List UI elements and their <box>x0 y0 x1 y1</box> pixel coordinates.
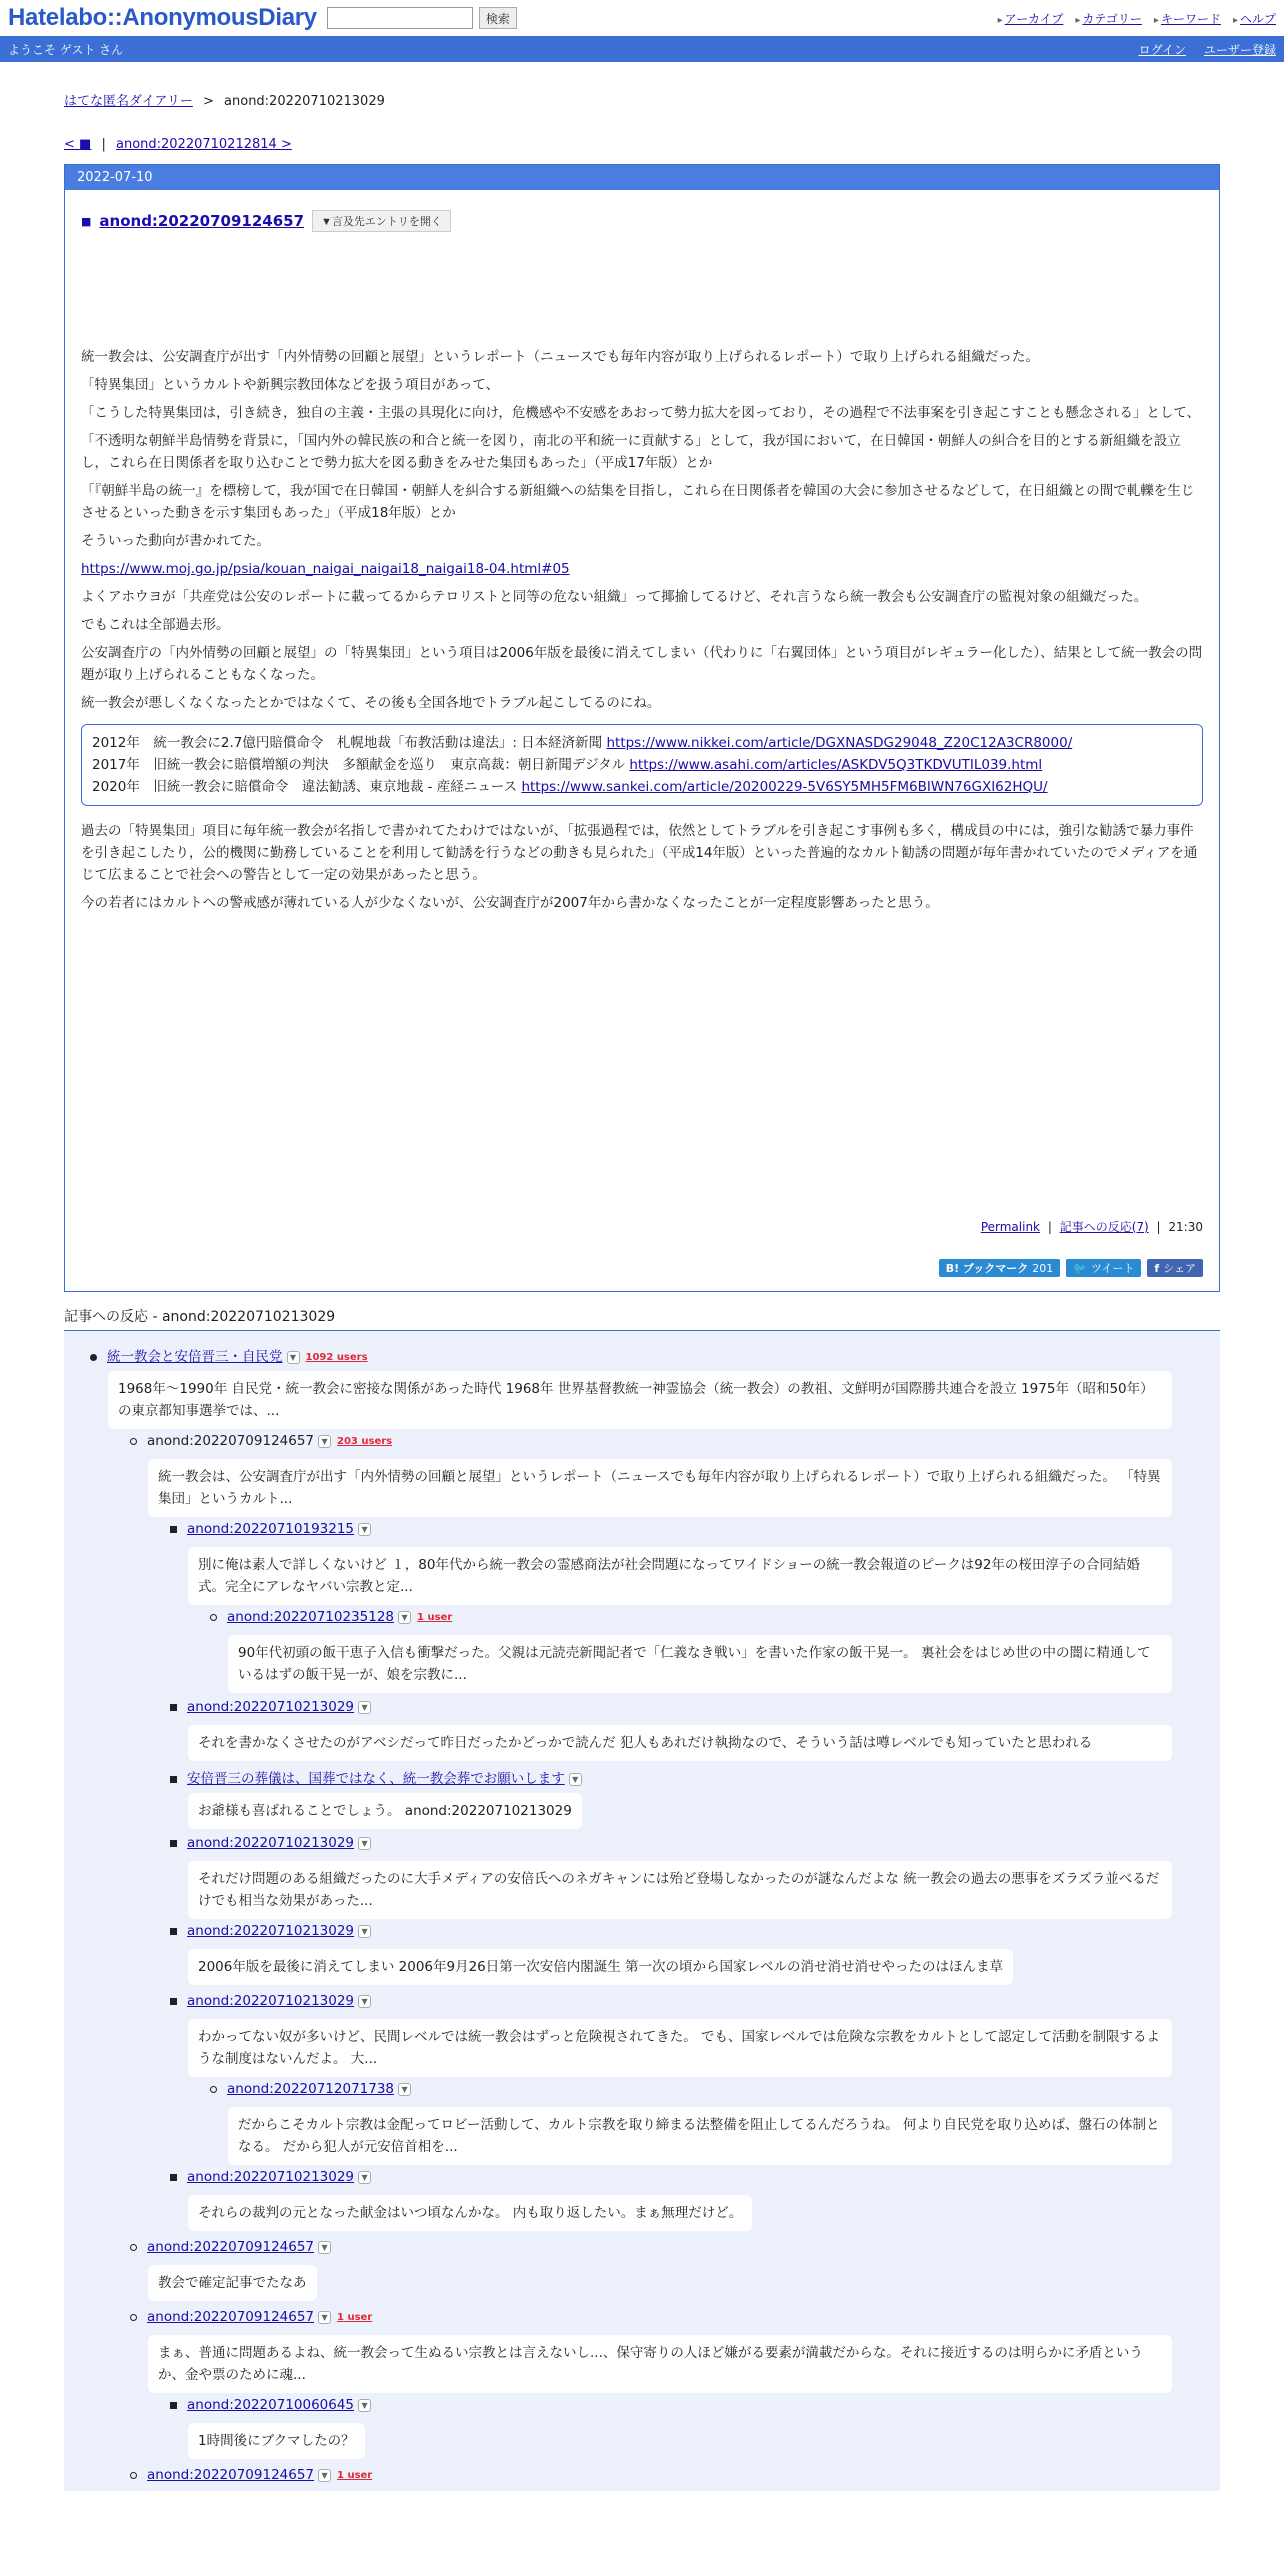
entry-paragraph: 今の若者にはカルトへの警戒感が薄れている人が少なくないが、公安調査庁が2007年から書かなくなったことが一定程度影響あったと思う。 <box>81 895 939 911</box>
chevron-down-icon[interactable]: ▼ <box>318 2311 331 2324</box>
reaction-item <box>170 1923 371 1939</box>
reaction-title-link[interactable]: anond:20220710213029 <box>187 1923 355 1939</box>
reaction-title-link[interactable]: anond:20220710060645 <box>187 2397 355 2413</box>
entry-paragraph: 「こうした特異集団は，引き続き，独自の主義・主張の具現化に向け，危機感や不安感をあおって勢力拡大を図っており，その過程で不法事案を引き起こすことも懸念される」として、 <box>81 405 1201 421</box>
reaction-excerpt: それだけ問題のある組織だったのに大手メディアの安倍氏へのネガキャンには殆ど登場しなかったのが謎なんだよな 統一教会の過去の悪事をズラズラ並べるだけでも相当な効果があった... <box>188 1861 1172 1919</box>
entry-paragraph: 過去の「特異集団」項目に毎年統一教会が名指しで書かれてたわけではないが、「拡張過程では，依然としてトラブルを引き起こす事例も多く，構成員の中には，強引な勧誘で暴力事件を引き起こしたり，公的機関に勤務していることを利用して勧誘を行うなどの動きも見られた」（平成14年版）といった普遍的なカルト勧誘の問題が毎年書かれていたのでメディアを通じて広まることで社会への警告として一定の効果があったと思う。 <box>81 823 1198 883</box>
reaction-excerpt: 1時間後にブクマしたの？ <box>188 2423 365 2459</box>
bookmark-users-badge[interactable]: 1 user <box>337 2311 373 2323</box>
facebook-share-button[interactable]: f シェア <box>1147 1259 1203 1277</box>
chevron-down-icon[interactable]: ▼ <box>318 2469 331 2482</box>
reaction-item <box>90 1345 368 1365</box>
welcome-text: ようこそ ゲスト さん <box>8 42 124 57</box>
breadcrumb-current: anond:20220710213029 <box>224 94 385 109</box>
reaction-excerpt: 統一教会は、公安調査庁が出す「内外情勢の回顧と展望」というレポート（ニュースでも毎年内容が取り上げられるレポート）で取り上げられる組織だった。 「特異集団」というカルト... <box>148 1459 1172 1517</box>
share-buttons <box>81 1259 1203 1277</box>
entry-title-link[interactable]: anond:20220709124657 <box>99 212 305 230</box>
reaction-excerpt: お爺様も喜ばれることでしょう。 anond:20220710213029 <box>188 1793 582 1829</box>
chevron-down-icon[interactable]: ▼ <box>358 1701 371 1714</box>
reaction-title-link[interactable]: anond:20220709124657 <box>147 2467 315 2483</box>
entry-paragraph: 統一教会が悪しくなくなったとかではなくて、その後も全国各地でトラブル起こしてるのにね。 <box>81 695 661 711</box>
nav-help-link[interactable]: ヘルプ <box>1239 11 1276 26</box>
chevron-down-icon[interactable]: ▼ <box>398 1611 411 1624</box>
arrow-icon: ▸ <box>1153 14 1159 26</box>
site-logo[interactable]: Hatelabo::AnonymousDiary <box>8 4 317 31</box>
arrow-icon: ▸ <box>1232 14 1238 26</box>
breadcrumb-sep: > <box>202 94 214 109</box>
chevron-down-icon[interactable]: ▼ <box>358 1995 371 2008</box>
entry-time: 21:30 <box>1168 1220 1203 1234</box>
bookmark-users-badge[interactable]: 1 user <box>417 1611 453 1623</box>
quote-text: 2017年 旧統一教会に賠償増額の判決 多額献金を巡り 東京高裁：朝日新聞デジタル <box>92 757 630 773</box>
bookmark-users-badge[interactable]: 203 users <box>337 1435 393 1447</box>
reaction-item <box>170 1835 371 1851</box>
breadcrumb <box>64 90 1220 109</box>
reaction-item <box>210 2081 411 2097</box>
reaction-excerpt: それらの裁判の元となった献金はいつ頃なんかな。 内も取り返したい。まぁ無理だけど。 <box>188 2195 752 2231</box>
next-entry-link[interactable]: anond:20220710212814 > <box>115 137 292 152</box>
reaction-item <box>170 2169 371 2185</box>
reactions-link[interactable]: 記事への反応(7) <box>1059 1220 1149 1234</box>
asahi-link[interactable]: https://www.asahi.com/articles/ASKDV5Q3TKDVUTIL039.html <box>629 757 1043 773</box>
chevron-down-icon[interactable]: ▼ <box>318 2241 331 2254</box>
moj-link[interactable]: https://www.moj.go.jp/psia/kouan_naigai_naigai18_naigai18-04.html#05 <box>81 561 570 577</box>
reaction-item <box>170 2397 371 2413</box>
entry-paragraph: でもこれは全部過去形。 <box>81 617 230 633</box>
reaction-item <box>170 1993 371 2009</box>
entry-body-continued <box>81 820 1203 914</box>
sankei-link[interactable]: https://www.sankei.com/article/20200229-5V6SY5MH5FM6BIWN76GXI62HQU/ <box>521 779 1048 795</box>
main-content <box>0 90 1284 1331</box>
entry-body <box>81 346 1203 714</box>
user-bar <box>0 36 1284 62</box>
reaction-title-link[interactable]: anond:20220710193215 <box>187 1521 355 1537</box>
reaction-excerpt: わかってない奴が多いけど、民間レベルでは統一教会はずっと危険視されてきた。 でも、国家レベルでは危険な宗教をカルトとして認定して活動を制限するような制度はないんだよ。 大... <box>188 2019 1172 2077</box>
chevron-down-icon[interactable]: ▼ <box>358 1925 371 1938</box>
bookmark-button[interactable]: B! ブックマーク 201 <box>939 1259 1060 1277</box>
nav-category-link[interactable]: カテゴリー <box>1082 11 1142 26</box>
permalink-link[interactable]: Permalink <box>980 1220 1040 1234</box>
facebook-icon: f <box>1154 1261 1160 1275</box>
bookmark-users-badge[interactable]: 1 user <box>337 2469 373 2481</box>
reaction-excerpt: 90年代初頭の飯干恵子入信も衝撃だった。父親は元読売新聞記者で「仁義なき戦い」を書いた作家の飯干晃一。 裏社会をはじめ世の中の闇に精通しているはずの飯干晃一が、娘を宗教に... <box>228 1635 1172 1693</box>
reaction-title-link[interactable]: anond:20220710213029 <box>187 1993 355 2009</box>
reaction-title-link[interactable]: anond:20220710213029 <box>187 2169 355 2185</box>
bookmark-users-badge[interactable]: 1092 users <box>305 1351 368 1363</box>
entry-paragraph: 統一教会は、公安調査庁が出す「内外情勢の回顧と展望」というレポート（ニュースでも毎年内容が取り上げられるレポート）で取り上げられる組織だった。 <box>81 349 1039 365</box>
reaction-item <box>170 1699 371 1715</box>
reaction-title-link[interactable]: 統一教会と安倍晋三・自民党 <box>107 1349 283 1365</box>
chevron-down-icon[interactable]: ▼ <box>318 1435 331 1448</box>
chevron-down-icon[interactable]: ▼ <box>358 1837 371 1850</box>
prev-entry-link[interactable]: < ■ <box>64 137 92 152</box>
reaction-title: anond:20220709124657 <box>147 1433 315 1449</box>
entry-paragraph: 「『朝鮮半島の統一』を標榜して，我が国で在日韓国・朝鮮人を糾合する新組織への結集を目指し，これら在日関係者を韓国の大会に参加させるなどして，在日組織との間で軋轢を生じさせるといった動きを示す集団もあった」（平成18年版）とか <box>81 483 1195 521</box>
reactions-tree <box>64 1331 1220 2491</box>
tweet-button[interactable]: 🐦 ツイート <box>1066 1259 1141 1277</box>
reaction-excerpt: 1968年～1990年 自民党・統一教会に密接な関係があった時代 1968年 世界基督教統一神霊協会（統一教会）の教祖、文鮮明が国際勝共連合を設立 1975年（昭和50年）の東京都知事選挙では、... <box>108 1371 1172 1429</box>
login-link[interactable]: ログイン <box>1138 42 1186 57</box>
reaction-item <box>130 2467 372 2483</box>
reaction-excerpt: それを書かなくさせたのがアベシだって昨日だったかどっかで読んだ 犯人もあれだけ執拗なので、そういう話は噂レベルでも知っていたと思われる <box>188 1725 1172 1761</box>
bookmark-count: 201 <box>1032 1261 1054 1275</box>
reaction-title-link[interactable]: anond:20220710213029 <box>187 1699 355 1715</box>
reaction-item <box>170 1521 371 1537</box>
chevron-down-icon[interactable]: ▼ <box>358 1523 371 1536</box>
entry-paragraph: そういった動向が書かれてた。 <box>81 533 270 549</box>
reaction-title-link[interactable]: 安倍晋三の葬儀は、国葬ではなく、統一教会葬でお願いします <box>187 1771 565 1787</box>
reactions-heading: 記事への反応 - anond:20220710213029 <box>64 1306 1220 1331</box>
nav-keyword-link[interactable]: キーワード <box>1160 11 1221 26</box>
quote-text: 2012年 統一教会に2.7億円賠償命令 札幌地裁「布教活動は違法」: 日本経済新聞 <box>92 735 607 751</box>
reaction-excerpt: 教会で確定記事でたなあ <box>148 2265 317 2301</box>
search-button[interactable]: 検索 <box>479 7 517 29</box>
quote-block <box>81 724 1203 806</box>
entry-paragraph: 「不透明な朝鮮半島情勢を背景に，「国内外の韓民族の和合と統一を図り，南北の平和統一に貢献する」として，我が国において，在日韓国・朝鮮人の糾合を目的とする新組織を設立し，これら在日関係者を取り込むことで勢力拡大を図る動きをみせた集団もあった」（平成17年版）とか <box>81 433 1181 471</box>
arrow-icon: ▸ <box>1075 14 1081 26</box>
square-icon: ■ <box>81 214 92 228</box>
prev-next-nav: < ■ | anond:20220710212814 > <box>64 137 292 152</box>
search-input[interactable] <box>327 7 473 29</box>
reaction-excerpt: だからこそカルト宗教は金配ってロビー活動して、カルト宗教を取り締まる法整備を阻止してるんだろうね。 何より自民党を取り込めば、盤石の体制となる。 だから犯人が元安倍首相を... <box>228 2107 1172 2165</box>
entry-footer: Permalink | 記事への反応(7) | 21:30 <box>980 1220 1203 1234</box>
twitter-icon: 🐦 <box>1073 1261 1087 1275</box>
top-header <box>0 0 1284 36</box>
chevron-down-icon[interactable]: ▼ <box>358 2399 371 2412</box>
reaction-item <box>210 1609 452 1625</box>
reaction-excerpt: まぁ、普通に問題あるよね、統一教会って生ぬるい宗教とは言えないし...、保守寄りの人ほど嫌がる要素が満載だからな。それに接近するのは明らかに矛盾というか、金や票のために魂... <box>148 2335 1172 2393</box>
reaction-title-link[interactable]: anond:20220710213029 <box>187 1835 355 1851</box>
entry-paragraph: 公安調査庁の「内外情勢の回顧と展望」の「特異集団」という項目は2006年版を最後に消えてしまい（代わりに「右翼団体」という項目がレギュラー化した）、結果として統一教会の問題が取り上げられることもなくなった。 <box>81 645 1203 683</box>
chevron-down-icon[interactable]: ▼ <box>287 1351 300 1364</box>
top-nav <box>998 10 1276 27</box>
breadcrumb-home-link[interactable]: はてな匿名ダイアリー <box>64 94 193 109</box>
quote-text: 2020年 旧統一教会に賠償命令 違法勧誘、東京地裁 - 産経ニュース <box>92 779 522 795</box>
day-section <box>64 164 1220 1292</box>
reaction-excerpt: 別に俺は素人で詳しくないけど １，80年代から統一教会の霊感商法が社会問題になってワイドショーの統一教会報道のピークは92年の桜田淳子の合同結婚式。完全にアレなヤバい宗教と定... <box>188 1547 1172 1605</box>
day-date: 2022-07-10 <box>65 165 1219 190</box>
entry-paragraph: 「特異集団」というカルトや新興宗教団体などを扱う項目があって、 <box>81 377 500 393</box>
arrow-icon: ▸ <box>997 14 1003 26</box>
nav-archive-link[interactable]: アーカイブ <box>1004 11 1064 26</box>
reaction-item <box>130 2309 372 2325</box>
reaction-title-link[interactable]: anond:20220712071738 <box>227 2081 395 2097</box>
open-referenced-entry-button[interactable]: ▼言及先エントリを開く <box>312 210 451 232</box>
reaction-item <box>170 1767 582 1787</box>
reaction-title-link[interactable]: anond:20220709124657 <box>147 2309 315 2325</box>
reaction-title-link[interactable]: anond:20220709124657 <box>147 2239 315 2255</box>
reaction-item <box>130 1433 392 1449</box>
reaction-title-link[interactable]: anond:20220710235128 <box>227 1609 395 1625</box>
reaction-item <box>130 2239 331 2255</box>
chevron-down-icon[interactable]: ▼ <box>569 1773 582 1786</box>
entry-paragraph: よくアホウヨが「共産党は公安のレポートに載ってるからテロリストと同等の危ない組織」って揶揄してるけど、それ言うなら統一教会も公安調査庁の監視対象の組織だった。 <box>81 589 1148 605</box>
chevron-down-icon[interactable]: ▼ <box>398 2083 411 2096</box>
reaction-excerpt: 2006年版を最後に消えてしまい 2006年9月26日第一次安倍内閣誕生 第一次の頃から国家レベルの消せ消せ消せやったのはほんま草 <box>188 1949 1013 1985</box>
nikkei-link[interactable]: https://www.nikkei.com/article/DGXNASDG29048_Z20C12A3CR8000/ <box>606 735 1073 751</box>
chevron-down-icon[interactable]: ▼ <box>358 2171 371 2184</box>
entry-title <box>81 210 1203 232</box>
register-link[interactable]: ユーザー登録 <box>1203 42 1276 57</box>
